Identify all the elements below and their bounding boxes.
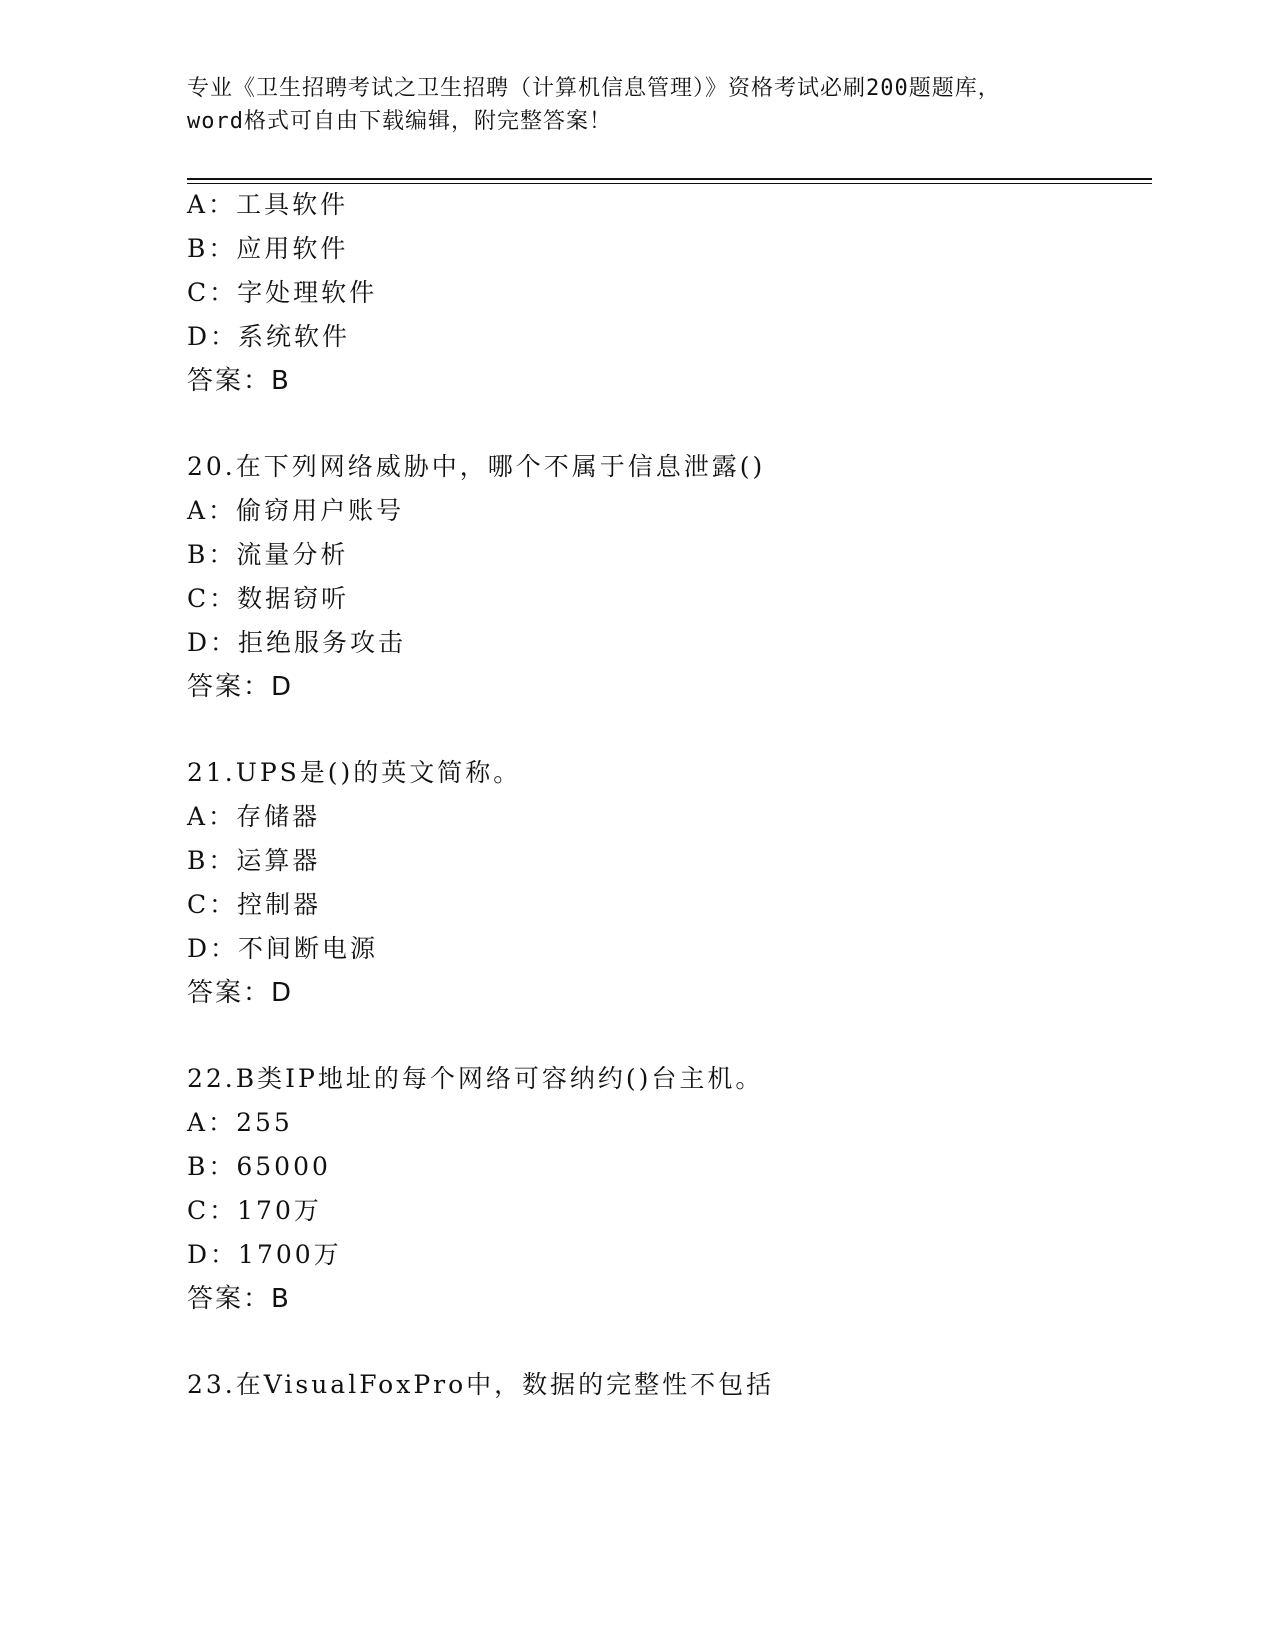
option-text: 170万 (237, 1196, 322, 1225)
option-label: A： (187, 496, 237, 525)
option-label: C： (187, 278, 238, 307)
header-title-line-2: word格式可自由下载编辑，附完整答案！ (187, 109, 612, 134)
option-b (187, 232, 348, 266)
answer-line: 答案：B (187, 1284, 291, 1314)
option-text: 65000 (236, 1152, 331, 1181)
document-header (187, 72, 1087, 138)
header-divider-thick (187, 178, 1152, 180)
answer-line: 答案：D (187, 672, 294, 702)
option-text: 字处理软件 (237, 278, 378, 307)
option-label: B： (187, 1152, 237, 1181)
option-d (187, 320, 350, 354)
option-text: 控制器 (237, 890, 322, 919)
option-d (187, 1238, 342, 1272)
question-21: 21.UPS是()的英文简称。 (187, 758, 522, 787)
option-text: 系统软件 (238, 322, 351, 351)
option-b (187, 1150, 331, 1184)
option-text: 255 (236, 1108, 293, 1137)
option-text: 数据窃听 (237, 584, 350, 613)
option-label: B： (187, 540, 237, 569)
option-text: 存储器 (236, 802, 321, 831)
option-c (187, 888, 321, 922)
question-20: 20.在下列网络威胁中，哪个不属于信息泄露() (187, 452, 766, 481)
option-label: B： (187, 846, 237, 875)
option-text: 不间断电源 (238, 934, 379, 963)
option-text: 应用软件 (236, 234, 349, 263)
option-label: A： (187, 190, 237, 219)
option-label: D： (187, 1240, 239, 1269)
option-text: 1700万 (238, 1240, 342, 1269)
option-a (187, 1106, 293, 1140)
option-label: A： (187, 802, 237, 831)
option-text: 偷窃用户账号 (236, 496, 405, 525)
header-divider-thin (187, 183, 1152, 184)
answer-line: 答案：B (187, 366, 291, 396)
option-label: D： (187, 322, 239, 351)
option-text: 工具软件 (236, 190, 349, 219)
option-d (187, 932, 378, 966)
option-c (187, 582, 349, 616)
option-text: 流量分析 (236, 540, 349, 569)
option-c (187, 276, 377, 310)
option-b (187, 844, 320, 878)
option-text: 拒绝服务攻击 (238, 628, 407, 657)
option-label: C： (187, 1196, 238, 1225)
option-label: C： (187, 584, 238, 613)
question-22: 22.B类IP地址的每个网络可容纳约()台主机。 (187, 1064, 764, 1093)
option-label: A： (187, 1108, 237, 1137)
option-label: C： (187, 890, 238, 919)
header-title-line-1: 专业《卫生招聘考试之卫生招聘（计算机信息管理）》资格考试必刷200题题库， (187, 76, 1001, 101)
option-d (187, 626, 406, 660)
option-a (187, 494, 404, 528)
option-label: D： (187, 934, 239, 963)
option-text: 运算器 (236, 846, 321, 875)
option-a (187, 188, 348, 222)
question-23: 23.在VisualFoxPro中，数据的完整性不包括 (187, 1370, 775, 1399)
option-label: D： (187, 628, 239, 657)
option-c (187, 1194, 322, 1228)
option-label: B： (187, 234, 237, 263)
answer-line: 答案：D (187, 978, 294, 1008)
option-a (187, 800, 320, 834)
option-b (187, 538, 348, 572)
